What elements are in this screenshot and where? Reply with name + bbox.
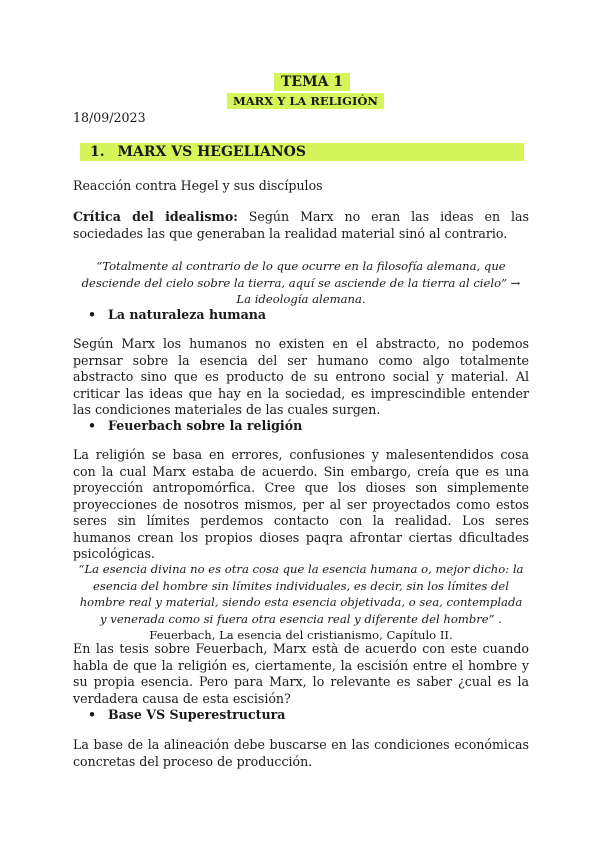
quote-ideologia: “Totalmente al contrario de lo que ocurre en la filosofía alemana, que desciende del cielo sobre la tierra, aquí se asciende de la tierra al cielo” → La ideología alemana. (81, 259, 521, 306)
feuerbach-paragraph: La religión se basa en errores, confusiones y malesentendidos cosa con la cual Marx estaba de acuerdo. Sin embargo, creía que es una proyección antropomórfica. Cree que los dioses son simplemente proyecciones de nosotros mismos, per al ser proyectados como estos seres sin límites perdemos contacto con la realidad. Los seres humanos crean los propios dioses paqra afrontar ciertas dficultades psicológicas. (73, 447, 529, 561)
naturaleza-paragraph: Según Marx los humanos no existen en el abstracto, no podemos pernsar sobre la esencia del ser humano como algo totalmente abstracto sino que es producto de su entrono social y material. Al criticar las ideas que hay en la sociedad, es imprescindible entender las condiciones materiales de las cuales surgen. (73, 336, 529, 417)
bullet-naturaleza (88, 307, 266, 322)
critica-text: Según Marx no eran las ideas en las sociedades las que generaban la realidad material sinó al contrario. (73, 209, 529, 241)
critica-label: Crítica del idealismo: (73, 209, 238, 224)
base-paragraph: La base de la alineación debe buscarse en las condiciones económicas concretas del proceso de producción. (73, 737, 529, 769)
quote-esencia (75, 561, 527, 644)
section-heading (80, 143, 524, 161)
tesis-paragraph: En las tesis sobre Feuerbach, Marx està de acuerdo con este cuando habla de que la religión es, ciertamente, la escisión entre el hombre y su propia esencia. Pero para Marx, lo relevante es saber ¿cual es la verdadera causa de esta escisión? (73, 641, 529, 706)
section-number: 1. (90, 144, 105, 160)
date: 18/09/2023 (73, 110, 146, 125)
quote-esencia-source: Feuerbach, La esencia del cristianismo, Capítulo II. (149, 628, 453, 642)
intro-paragraph: Reacción contra Hegel y sus discípulos (73, 178, 323, 193)
section-title: MARX VS HEGELIANOS (117, 144, 306, 160)
bullet-label: La naturaleza humana (108, 307, 267, 322)
bullet-dot: • (88, 307, 97, 322)
critica-paragraph (73, 209, 529, 242)
bullet-feuerbach (88, 418, 302, 433)
bullet-dot: • (88, 707, 97, 722)
page-title: TEMA 1 (274, 73, 350, 91)
page-subtitle: MARX Y LA RELIGIÓN (227, 93, 384, 109)
bullet-label: Feuerbach sobre la religión (108, 418, 303, 433)
bullet-base (88, 707, 285, 722)
quote-esencia-text: “La esencia divina no es otra cosa que la esencia humana o, mejor dicho: la esencia del hombre sin límites individuales, es decir, sin los límites del hombre real y material, siendo esta esencia objetivada, o sea, contemplada y venerada como si fuera otra esencia real y diferente del hombre” . (78, 562, 524, 626)
bullet-dot: • (88, 418, 97, 433)
bullet-label: Base VS Superestructura (108, 707, 286, 722)
